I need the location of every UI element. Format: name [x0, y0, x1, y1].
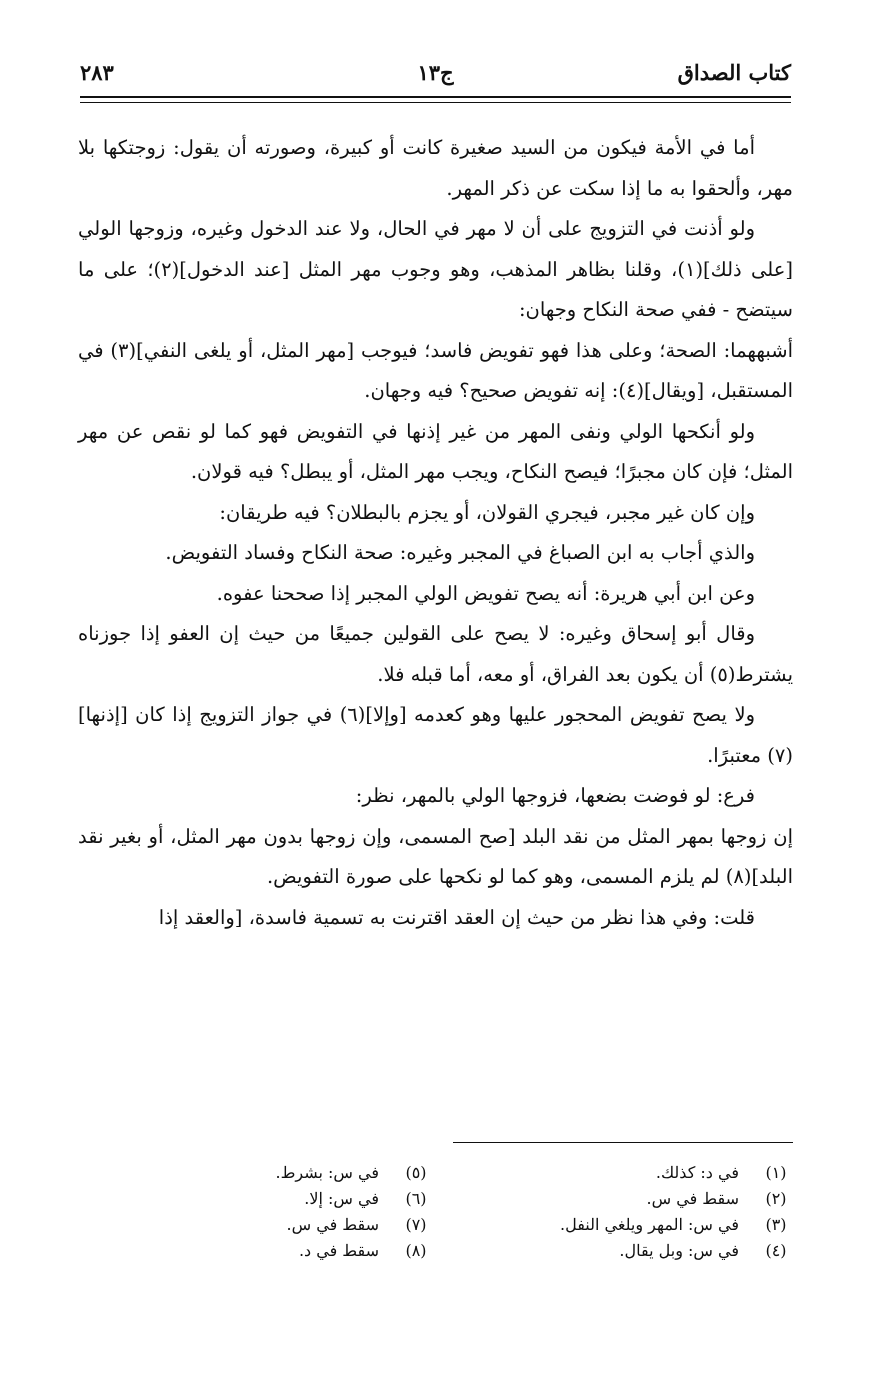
footnote-text: سقط في س.	[286, 1215, 379, 1234]
footnote-text: في س: إلا.	[304, 1189, 379, 1208]
footnote	[133, 1212, 433, 1238]
paragraph: ولو أذنت في التزويج على أن لا مهر في الحال، ولا عند الدخول وغيره، وزوجها الولي [على ذلك](١)، وقلنا بظاهر المذهب، وهو وجوب مهر المثل [عند الدخول](٢)؛ على ما سيتضح - ففي صحة النكاح وجهان:	[78, 217, 793, 321]
paragraph: وعن ابن أبي هريرة: أنه يصح تفويض الولي المجبر إذا صححنا عفوه.	[216, 581, 755, 605]
paragraph: وقال أبو إسحاق وغيره: لا يصح على القولين جميعًا من حيث إن العفو إذا جوزناه يشترط(٥) أن يكون بعد الفراق، أو معه، أما قبله فلا.	[78, 622, 793, 686]
page-number: ٢٨٣	[80, 60, 114, 85]
footnote	[133, 1238, 433, 1264]
footnote-number: (٢)	[765, 1189, 787, 1208]
footnote-text: في س: وبل يقال.	[619, 1241, 739, 1260]
footnote-number: (٧)	[405, 1215, 427, 1234]
volume-label: ج١٣	[417, 60, 454, 85]
footnote	[493, 1212, 793, 1238]
paragraph: ولو أنكحها الولي ونفى المهر من غير إذنها في التفويض فهو كما لو نقص عن مهر المثل؛ فإن كان مجبرًا؛ فيصح النكاح، ويجب مهر المثل، أو يبطل؟ فيه قولان.	[78, 419, 793, 483]
footnote-number: (٦)	[405, 1189, 427, 1208]
paragraph: أشبههما: الصحة؛ وعلى هذا فهو تفويض فاسد؛ فيوجب [مهر المثل، أو يلغى النفي](٣) في المستقبل، [ويقال](٤): إنه تفويض صحيح؟ فيه وجهان.	[78, 338, 793, 402]
footnote	[493, 1160, 793, 1186]
page-header	[80, 58, 791, 94]
paragraph: فرع: لو فوضت بضعها، فزوجها الولي بالمهر، نظر:	[355, 784, 755, 807]
header-rule-thin	[80, 102, 791, 103]
footnote-separator	[453, 1142, 793, 1143]
footnote-text: سقط في د.	[298, 1241, 379, 1260]
footnote-number: (٥)	[405, 1163, 427, 1182]
paragraph: ولا يصح تفويض المحجور عليها وهو كعدمه [وإلا](٦) في جواز التزويج إذا كان [إذنها](٧) معتبرًا.	[78, 703, 793, 767]
paragraph: إن زوجها بمهر المثل من نقد البلد [صح المسمى، وإن زوجها بدون مهر المثل، أو بغير نقد البلد](٨) لم يلزم المسمى، وهو كما لو نكحها على صورة التفويض.	[78, 824, 793, 888]
footnote-column-right	[493, 1160, 793, 1264]
footnote-number: (٣)	[765, 1215, 787, 1234]
paragraph: والذي أجاب به ابن الصباغ في المجبر وغيره: صحة النكاح وفساد التفويض.	[165, 541, 755, 564]
footnote-text: في س: بشرط.	[275, 1163, 379, 1182]
footnote-text: في د: كذلك.	[655, 1163, 739, 1182]
footnote-text: سقط في س.	[646, 1189, 739, 1208]
footnote-column-left	[133, 1160, 433, 1264]
footnote	[493, 1186, 793, 1212]
footnote	[493, 1238, 793, 1264]
paragraph: أما في الأمة فيكون من السيد صغيرة كانت أو كبيرة، وصورته أن يقول: زوجتكها بلا مهر، وألحقوا به ما إذا سكت عن ذكر المهر.	[78, 136, 793, 200]
footnote-number: (١)	[765, 1163, 787, 1182]
main-text	[78, 128, 793, 938]
paragraph: قلت: وفي هذا نظر من حيث إن العقد اقترنت به تسمية فاسدة، [والعقد إذا	[158, 905, 755, 929]
header-rule	[80, 96, 791, 98]
footnote-number: (٤)	[765, 1241, 787, 1260]
book-title: كتاب الصداق	[677, 60, 791, 85]
footnote-number: (٨)	[405, 1241, 427, 1260]
paragraph: وإن كان غير مجبر، فيجري القولان، أو يجزم بالبطلان؟ فيه طريقان:	[219, 500, 755, 524]
footnote	[133, 1160, 433, 1186]
footnote	[133, 1186, 433, 1212]
footnote-text: في س: المهر ويلغي النفل.	[560, 1215, 739, 1234]
